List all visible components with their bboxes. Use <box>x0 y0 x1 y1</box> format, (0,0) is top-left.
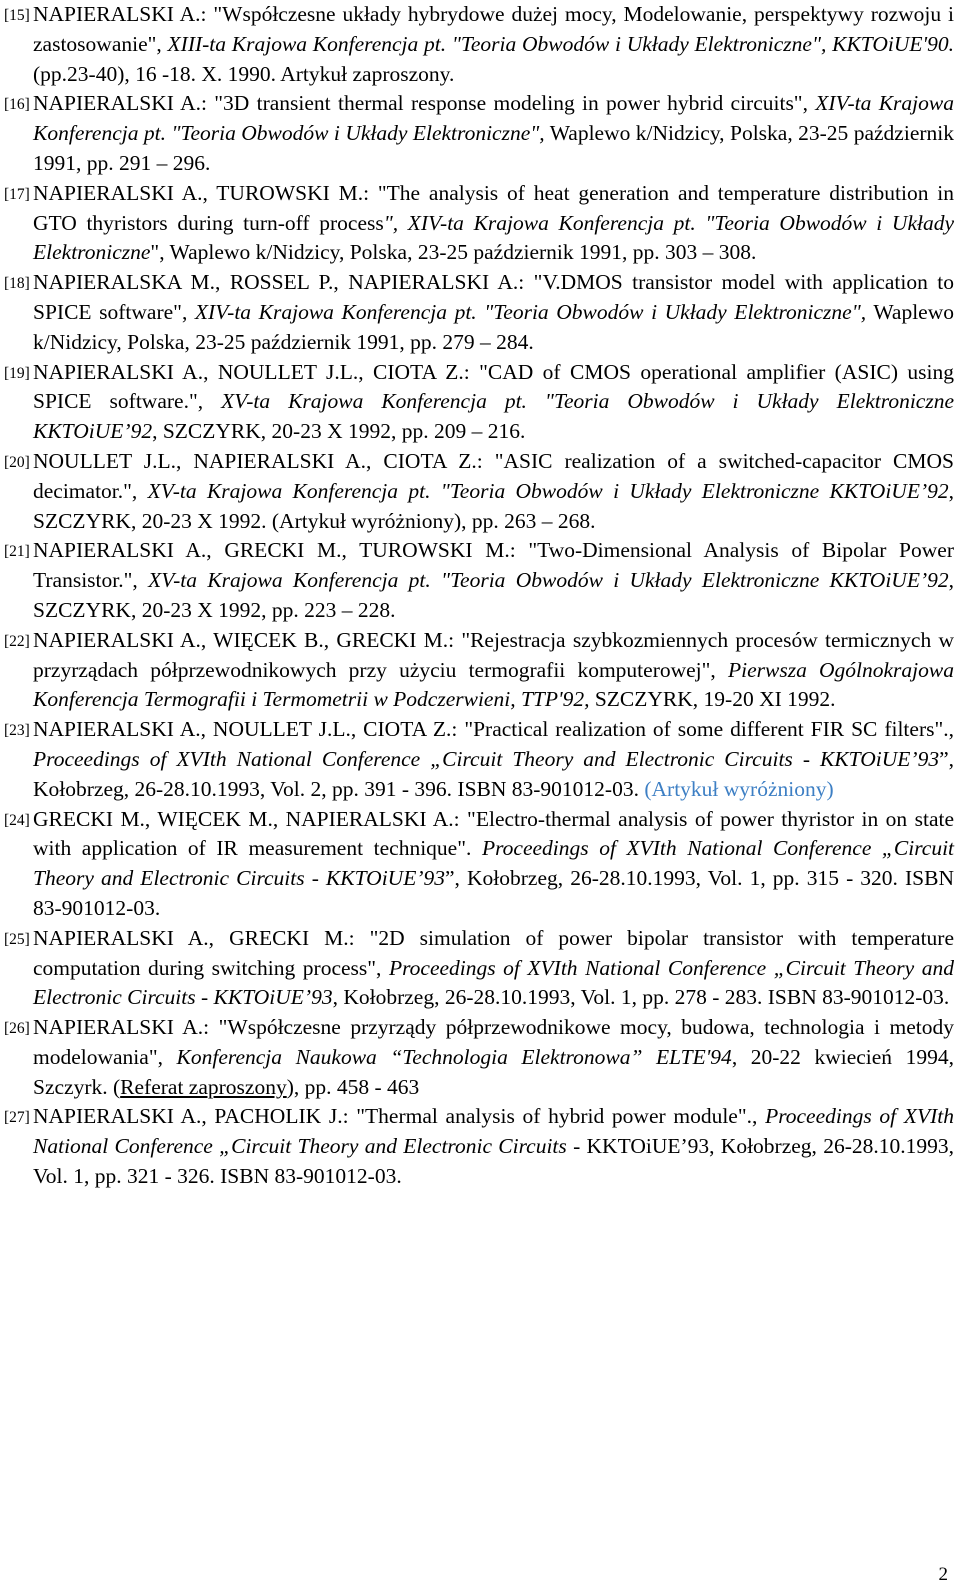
reference-text: NOULLET J.L., NAPIERALSKI A., CIOTA Z.: "ASIC realization of a switched-capacitor CMOS decimator.", <box>33 448 954 503</box>
reference-venue: XV-ta Krajowa Konferencja pt. "Teoria Obwodów i Układy Elektroniczne KKTOiUE’92 <box>33 389 954 444</box>
reference-entry <box>4 536 954 625</box>
reference-venue: XV-ta Krajowa Konferencja pt. "Teoria Obwodów i Układy Elektroniczne KKTOiUE’92 <box>148 568 949 593</box>
reference-text: NAPIERALSKA M., ROSSEL P., NAPIERALSKI A.: "V.DMOS transistor model with application to SPICE software", <box>33 270 954 324</box>
reference-entry <box>4 626 954 715</box>
reference-venue: Proceedings of XVIth National Conference „Circuit Theory and Electronic Circuits - KKTOiUE’93 <box>33 955 954 1010</box>
reference-entry <box>4 89 954 178</box>
reference-number: [18] <box>4 275 30 293</box>
reference-number: [25] <box>4 930 30 948</box>
reference-entry <box>4 358 954 447</box>
reference-text: , SZCZYRK, 20-23 X 1992, pp. 223 – 228. <box>33 568 954 622</box>
reference-text: , 20-22 kwiecień 1994, Szczyrk. ( <box>33 1044 954 1099</box>
reference-entry <box>4 0 954 89</box>
reference-text: (pp.23-40), 16 -18. X. 1990. Artykuł zaproszony. <box>33 61 455 86</box>
reference-text: GRECKI M., WIĘCEK M., NAPIERALSKI A.: "Electro-thermal analysis of power thyristor in on state with application of IR measurement technique". <box>33 806 954 861</box>
reference-number: [22] <box>4 632 30 650</box>
reference-text: Waplewo k/Nidzicy, Polska, 23-25 październik 1991, pp. 291 – 296. <box>33 121 954 175</box>
reference-text: KKTOiUE’93, Kołobrzeg, 26-28.10.1993, Vol. 1, pp. 321 - 326. ISBN 83-901012-03. <box>33 1134 954 1189</box>
reference-text: Waplewo k/Nidzicy, Polska, 23-25 październik 1991, pp. 279 – 284. <box>33 299 954 354</box>
reference-number: [16] <box>4 96 30 114</box>
reference-entry <box>4 715 954 804</box>
reference-text: NAPIERALSKI A., GRECKI M., TUROWSKI M.: "Two-Dimensional Analysis of Bipolar Power Transistor.", <box>33 538 954 593</box>
reference-entry <box>4 1102 954 1191</box>
reference-text: NAPIERALSKI A., PACHOLIK J.: "Thermal analysis of hybrid power module"., <box>33 1104 766 1129</box>
reference-venue: Proceedings of XVIth National Conference „Circuit Theory and Electronic Circuits - <box>33 1104 954 1159</box>
reference-venue: Konferencja Naukowa “Technologia Elektronowa” ELTE'94 <box>176 1044 732 1069</box>
reference-entry <box>4 179 954 268</box>
reference-entry <box>4 924 954 1013</box>
reference-text: ”, Kołobrzeg, 26-28.10.1993, Vol. 2, pp. 391 - 396. ISBN 83-901012-03. <box>33 746 954 801</box>
reference-text: NAPIERALSKI A.: "Współczesne przyrządy półprzewodnikowe mocy, budowa, technologia i metody modelowania", <box>33 1015 954 1069</box>
reference-venue: Proceedings of XVIth National Conference „Circuit Theory and Electronic Circuits - KKTOiUE’93 <box>33 836 955 891</box>
reference-entry <box>4 1013 954 1102</box>
highlight-note: (Artykuł wyróżniony) <box>644 776 834 801</box>
reference-number: [24] <box>4 811 30 829</box>
reference-text: ”, Kołobrzeg, 26-28.10.1993, Vol. 1, pp. 315 - 320. ISBN 83-901012-03. <box>33 866 954 920</box>
reference-entry <box>4 805 954 924</box>
reference-text: NAPIERALSKI A., NOULLET J.L., CIOTA Z.: "CAD of CMOS operational amplifier (ASIC) using SPICE software.", <box>33 359 954 414</box>
reference-text: NAPIERALSKI A.: "3D transient thermal response modeling in power hybrid circuits", <box>33 91 816 116</box>
reference-venue: XIV-ta Krajowa Konferencja pt. "Teoria Obwodów i Układy Elektroniczne", <box>194 299 867 324</box>
reference-number: [23] <box>4 722 30 740</box>
reference-entry <box>4 447 954 536</box>
underlined-note: Referat zaproszony <box>120 1074 287 1099</box>
reference-venue: XIV-ta Krajowa Konferencja pt. "Teoria Obwodów i Układy Elektroniczne", <box>33 91 954 146</box>
reference-number: [20] <box>4 453 30 471</box>
reference-text: NAPIERALSKI A., TUROWSKI M.: "The analysis of heat generation and temperature distribution in GTO thyristors during turn-off process <box>33 180 954 235</box>
reference-text: , SZCZYRK, 20-23 X 1992, pp. 209 – 216. <box>152 419 526 444</box>
reference-text: NAPIERALSKI A., NOULLET J.L., CIOTA Z.: "Practical realization of some different FIR SC filters"., <box>33 717 954 742</box>
reference-number: [17] <box>4 185 30 203</box>
reference-text: SZCZYRK, 19-20 XI 1992. <box>589 687 836 712</box>
reference-text: NAPIERALSKI A., GRECKI M.: "2D simulation of power bipolar transistor with temperature computation during switching process", <box>33 925 954 980</box>
page-number: 2 <box>938 1564 948 1585</box>
reference-text: NAPIERALSKI A., WIĘCEK B., GRECKI M.: "Rejestracja szybkozmiennych procesów termicznych w przyrządach półprzewodnikowych przy użyciu termografii komputerowej", <box>33 627 954 682</box>
reference-list <box>4 0 954 1192</box>
reference-text: ", Waplewo k/Nidzicy, Polska, 23-25 październik 1991, pp. 303 – 308. <box>150 240 757 265</box>
reference-number: [27] <box>4 1109 30 1127</box>
reference-venue: Pierwsza Ogólnokrajowa Konferencja Termografii i Termometrii w Podczerwieni, TTP'92, <box>33 657 954 712</box>
reference-text: , SZCZYRK, 20-23 X 1992. (Artykuł wyróżniony), pp. 263 – 268. <box>33 478 954 533</box>
reference-venue: XIII-ta Krajowa Konferencja pt. "Teoria Obwodów i Układy Elektroniczne", KKTOiUE'90. <box>167 31 954 56</box>
reference-number: [19] <box>4 364 30 382</box>
reference-venue: ", XIV-ta Krajowa Konferencja pt. "Teoria Obwodów i Układy Elektroniczne <box>33 210 955 265</box>
reference-entry <box>4 268 954 357</box>
reference-text: NAPIERALSKI A.: "Współczesne układy hybrydowe dużej mocy, Modelowanie, perspektywy rozwoju i zastosowanie", <box>33 2 954 56</box>
reference-number: [21] <box>4 543 30 561</box>
reference-text: , Kołobrzeg, 26-28.10.1993, Vol. 1, pp. 278 - 283. ISBN 83-901012-03. <box>332 985 950 1010</box>
reference-venue: XV-ta Krajowa Konferencja pt. "Teoria Obwodów i Układy Elektroniczne KKTOiUE’92 <box>147 478 949 503</box>
reference-number: [15] <box>4 7 30 24</box>
reference-venue: Proceedings of XVIth National Conference „Circuit Theory and Electronic Circuits - KKTOiUE’93 <box>33 746 940 771</box>
reference-text: ), pp. 458 - 463 <box>286 1074 420 1099</box>
reference-number: [26] <box>4 1020 30 1038</box>
